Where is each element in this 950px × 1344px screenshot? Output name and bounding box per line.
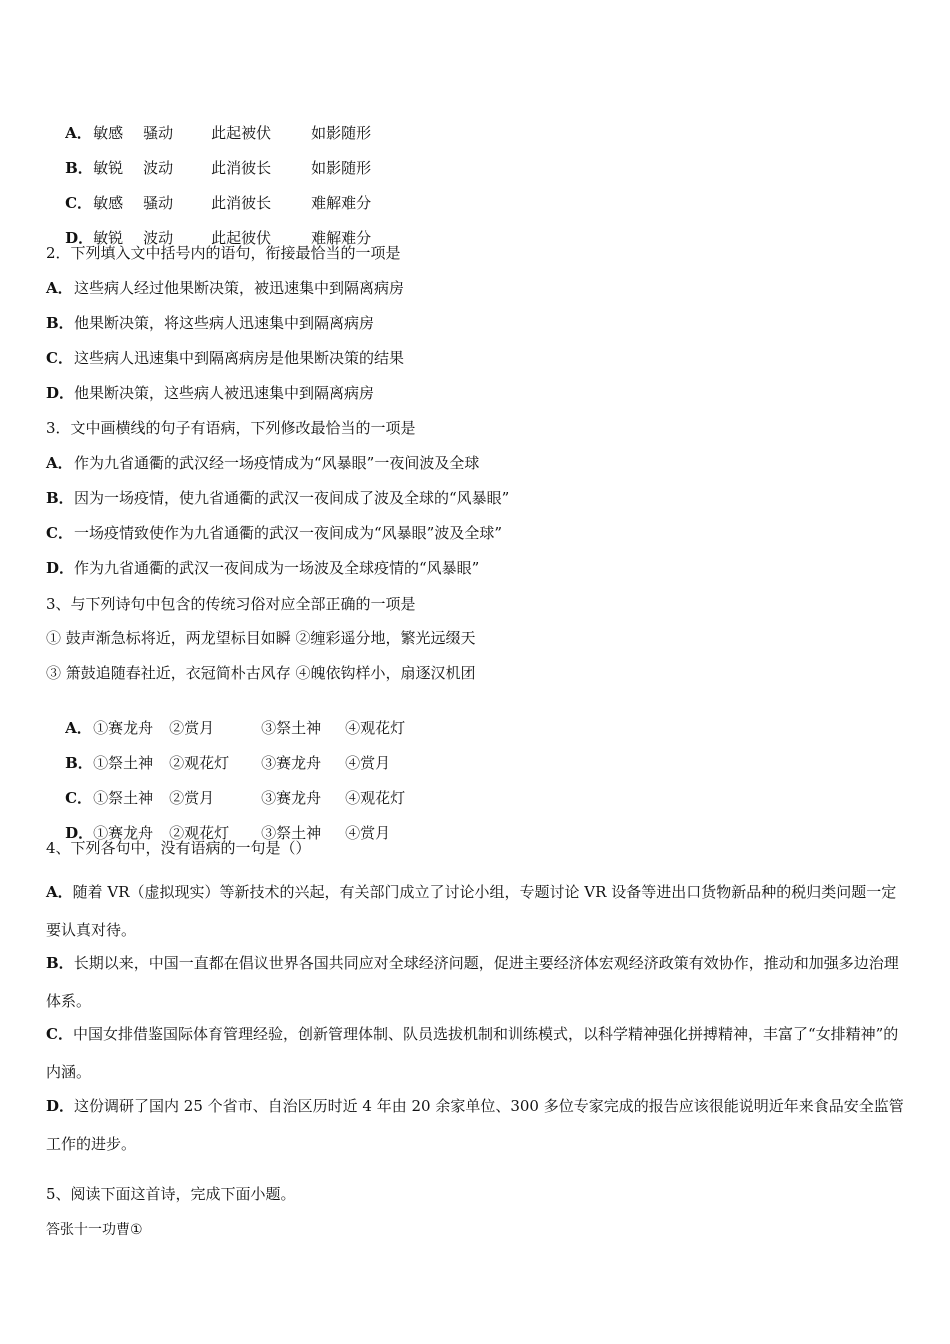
q4-option-b (46, 944, 906, 1020)
option-cell: 骚动 (143, 124, 174, 142)
option-cell: 如影随形 (311, 159, 372, 177)
option-key: D． (46, 1097, 75, 1115)
option-cell: ①祭土神 (93, 754, 154, 772)
option-cell: ②赏月 (169, 789, 215, 807)
option-key: A． (46, 454, 73, 472)
q3a-stem: 3．文中画横线的句子有语病，下列修改最恰当的一项是 (46, 419, 416, 437)
option-cell: ④观花灯 (345, 719, 406, 737)
q3a-option-d (46, 558, 479, 578)
option-key: C． (46, 349, 73, 367)
option-key: C． (65, 789, 93, 807)
option-key: D． (46, 384, 75, 402)
option-key: A． (46, 279, 73, 297)
option-key: B． (65, 159, 93, 177)
option-cell: ④赏月 (345, 824, 391, 842)
option-cell: ②观花灯 (169, 754, 230, 772)
option-cell: 敏锐 (93, 229, 124, 247)
option-key: A． (46, 883, 73, 901)
q4-option-a (46, 873, 906, 949)
option-text: 这份调研了国内 25 个省市、自治区历时近 4 年由 20 余家单位、300 多位专家完成的报告应该很能说明近年来食品安全监管工作的进步。 (46, 1097, 904, 1153)
option-cell: 波动 (143, 229, 174, 247)
q4-option-c (46, 1015, 906, 1091)
q2-stem: 2．下列填入文中括号内的语句，衔接最恰当的一项是 (46, 244, 401, 262)
q3a-option-c (46, 523, 502, 543)
option-text: 他果断决策，将这些病人迅速集中到隔离病房 (74, 314, 375, 332)
option-cell: 波动 (143, 159, 174, 177)
q2-option-d (46, 383, 374, 403)
option-cell: 此消彼长 (211, 159, 272, 177)
q3a-option-b (46, 488, 509, 508)
option-cell: ①赛龙舟 (93, 824, 154, 842)
option-key: B． (46, 954, 74, 972)
option-cell: 敏锐 (93, 159, 124, 177)
q3b-poem-line: ③ 箫鼓追随春社近，衣冠简朴古风存 ④魄依钩样小，扇逐汉机团 (46, 664, 476, 682)
option-key: D． (65, 824, 94, 842)
option-text: 这些病人经过他果断决策，被迅速集中到隔离病房 (74, 279, 405, 297)
option-cell: 此消彼长 (211, 194, 272, 212)
option-text: 长期以来，中国一直都在倡议世界各国共同应对全球经济问题，促进主要经济体宏观经济政策有效协作，推动和加强多边治理体系。 (46, 954, 899, 1010)
option-cell: ④观花灯 (345, 789, 406, 807)
option-text: 他果断决策，这些病人被迅速集中到隔离病房 (74, 384, 375, 402)
option-cell: ③祭土神 (261, 824, 322, 842)
option-cell: 敏感 (93, 124, 124, 142)
option-cell: ③赛龙舟 (261, 789, 322, 807)
q5-poem-title: 答张十一功曹① (46, 1222, 143, 1238)
option-cell: 如影随形 (311, 124, 372, 142)
option-cell: ②观花灯 (169, 824, 230, 842)
option-cell: ③赛龙舟 (261, 754, 322, 772)
q2-option-b (46, 313, 374, 333)
option-text: 随着 VR（虚拟现实）等新技术的兴起，有关部门成立了讨论小组，专题讨论 VR 设备等进出口货物新品种的税归类问题一定要认真对待。 (46, 883, 897, 939)
option-key: B． (65, 754, 93, 772)
option-cell: 敏感 (93, 194, 124, 212)
q2-option-a (46, 278, 404, 298)
option-cell: ①祭土神 (93, 789, 154, 807)
q5-stem: 5、阅读下面这首诗，完成下面小题。 (46, 1185, 296, 1203)
option-key: A． (65, 124, 92, 142)
option-text: 中国女排借鉴国际体育管理经验，创新管理体制、队员选拔机制和训练模式，以科学精神强化拼搏精神，丰富了“女排精神”的内涵。 (46, 1025, 899, 1081)
option-cell: ④赏月 (345, 754, 391, 772)
option-cell: 此起彼伏 (211, 229, 272, 247)
q4-stem: 4、下列各句中，没有语病的一句是（） (46, 839, 311, 857)
option-cell: ②赏月 (169, 719, 215, 737)
option-text: 作为九省通衢的武汉一夜间成为一场波及全球疫情的“风暴眼” (74, 559, 480, 577)
q4-option-d (46, 1087, 906, 1163)
option-cell: 此起被伏 (211, 124, 272, 142)
option-key: C． (46, 524, 73, 542)
option-text: 因为一场疫情，使九省通衢的武汉一夜间成了波及全球的“风暴眼” (74, 489, 510, 507)
option-key: A． (65, 719, 92, 737)
q2-option-c (46, 348, 404, 368)
option-cell: ③祭土神 (261, 719, 322, 737)
q3b-stem: 3、与下列诗句中包含的传统习俗对应全部正确的一项是 (46, 595, 416, 613)
option-key: C． (65, 194, 93, 212)
option-key: D． (46, 559, 75, 577)
option-cell: 难解难分 (311, 194, 372, 212)
option-cell: 难解难分 (311, 229, 372, 247)
option-cell: 骚动 (143, 194, 174, 212)
q3a-option-a (46, 453, 479, 473)
option-text: 作为九省通衢的武汉经一场疫情成为“风暴眼”一夜间波及全球 (74, 454, 480, 472)
option-key: B． (46, 314, 74, 332)
option-key: C． (46, 1025, 73, 1043)
option-text: 一场疫情致使作为九省通衢的武汉一夜间成为“风暴眼”波及全球” (74, 524, 503, 542)
option-text: 这些病人迅速集中到隔离病房是他果断决策的结果 (74, 349, 405, 367)
option-key: B． (46, 489, 74, 507)
q3b-poem-line: ① 鼓声渐急标将近，两龙望标目如瞬 ②缠彩遥分地，繁光远缀天 (46, 629, 476, 647)
option-key: D． (65, 229, 94, 247)
option-cell: ①赛龙舟 (93, 719, 154, 737)
